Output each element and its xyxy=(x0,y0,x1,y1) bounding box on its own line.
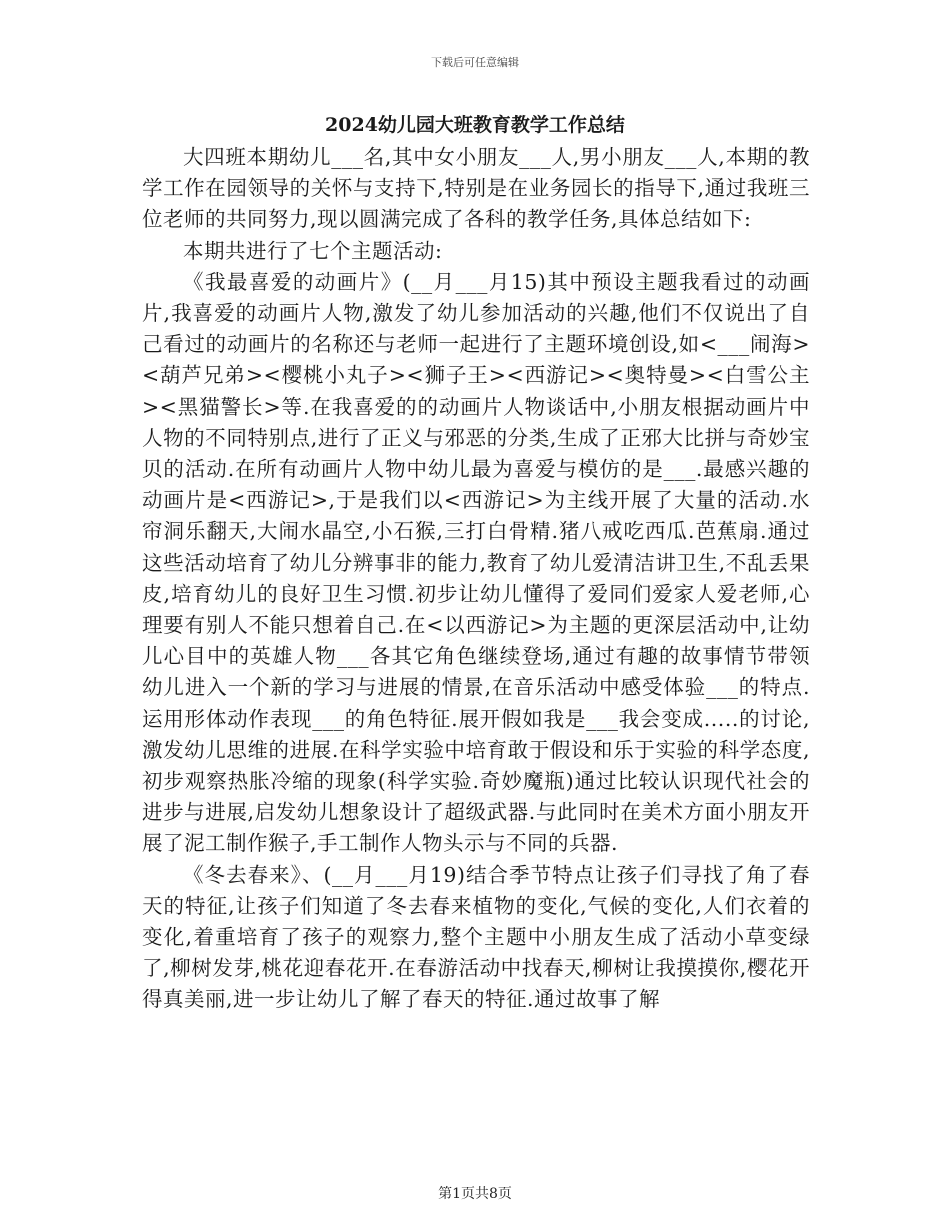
paragraph-spring-theme: 《冬去春来》、(__月___月19)结合季节特点让孩子们寻找了角了春天的特征,让孩子们知道了冬去春来植物的变化,气候的变化,人们衣着的变化,着重培育了孩子的观察力,整个主题中小朋友生成了活动小草变绿了,柳树发芽,桃花迎春花开.在春游活动中找春天,柳树让我摸摸你,樱花开得真美丽,进一步让幼儿了解了春天的特征.通过故事了解 xyxy=(142,862,810,1012)
page-number: 第1页共8页 xyxy=(438,1186,512,1202)
paragraph-cartoon-theme: 《我最喜爱的动画片》(__月___月15)其中预设主题我看过的动画片,我喜爱的动画片人物,激发了幼儿参加活动的兴趣,他们不仅说出了自己看过的动画片的名称还与老师一起进行了主题环境创设,如<___闹海><葫芦兄弟><樱桃小丸子><狮子王><西游记><奥特曼><白雪公主><黑猫警长>等.在我喜爱的的动画片人物谈话中,小朋友根据动画片中人物的不同特别点,进行了正义与邪恶的分类,生成了正邪大比拼与奇妙宝贝的活动.在所有动画片人物中幼儿最为喜爱与模仿的是___.最感兴趣的动画片是<西游记>,于是我们以<西游记>为主线开展了大量的活动.水帘洞乐翻天,大闹水晶空,小石猴,三打白骨精.猪八戒吃西瓜.芭蕉扇.通过这些活动培育了幼儿分辨事非的能力,教育了幼儿爱清洁讲卫生,不乱丢果皮,培育幼儿的良好卫生习惯.初步让幼儿懂得了爱同们爱家人爱老师,心理要有别人不能只想着自己.在<以西游记>为主题的更深层活动中,让幼儿心目中的英雄人物___各其它角色继续登场,通过有趣的故事情节带领幼儿进入一个新的学习与进展的情景,在音乐活动中感受体验___的特点.运用形体动作表现___的角色特征.展开假如我是___我会变成.....的讨论,激发幼儿思维的进展.在科学实验中培育敢于假设和乐于实验的科学态度,初步观察热胀冷缩的现象(科学实验.奇妙魔瓶)通过比较认识现代社会的进步与进展,启发幼儿想象设计了超级武器.与此同时在美术方面小朋友开展了泥工制作猴子,手工制作人物头示与不同的兵器. xyxy=(142,269,810,856)
paragraph-theme-count: 本期共进行了七个主题活动: xyxy=(183,238,443,263)
document-title: 2024幼儿园大班教育教学工作总结 xyxy=(325,114,625,136)
document-body xyxy=(142,142,810,1016)
page-header-note: 下载后可任意编辑 xyxy=(431,56,519,69)
paragraph-intro: 大四班本期幼儿___名,其中女小朋友___人,男小朋友___人,本期的教学工作在园领导的关怀与支持下,特别是在业务园长的指导下,通过我班三位老师的共同努力,现以圆满完成了各科的教学任务,具体总结如下: xyxy=(142,145,810,232)
